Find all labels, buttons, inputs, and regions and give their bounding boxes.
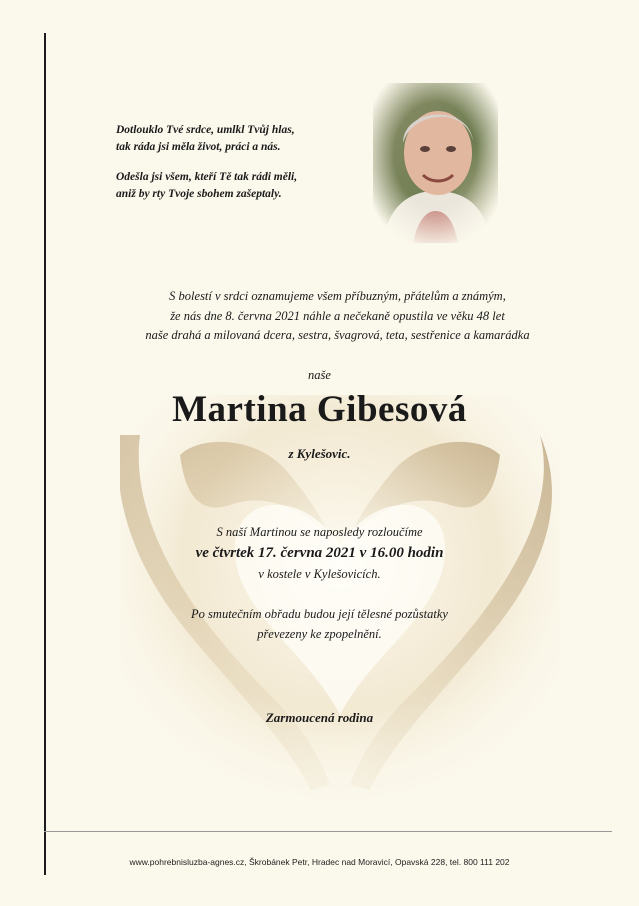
origin-text: z Kylešovic. xyxy=(288,446,351,461)
cremation-note xyxy=(0,604,639,644)
poem-line: tak ráda jsi měla život, práci a nás. xyxy=(116,141,281,153)
cremation-line: Po smutečním obřadu budou její tělesné pozůstatky xyxy=(191,607,448,621)
funeral-info xyxy=(0,522,639,585)
poem-stanza-2 xyxy=(116,169,366,203)
poem-line: Odešla jsi všem, kteří Tě tak rádi měli, xyxy=(116,171,298,183)
funeral-date: ve čtvrtek 17. června 2021 v 16.00 hodin xyxy=(195,545,444,561)
portrait-photo xyxy=(373,83,498,243)
announcement-text xyxy=(70,287,605,346)
announcement-line: naše drahá a milovaná dcera, sestra, švagrová, teta, sestřenice a kamarádka xyxy=(145,328,530,342)
deceased-name: Martina Gibesová xyxy=(172,389,467,430)
poem-line: aniž by rty Tvoje sbohem zašeptaly. xyxy=(116,188,282,200)
memorial-poem xyxy=(116,122,366,216)
family-signature: Zarmoucená rodina xyxy=(265,710,374,725)
funeral-intro: S naší Martinou se naposledy rozloučíme xyxy=(216,525,423,539)
cremation-line: převezeny ke zpopelnění. xyxy=(257,627,382,641)
poem-stanza-1 xyxy=(116,122,366,156)
poem-line: Dotlouklo Tvé srdce, umlkl Tvůj hlas, xyxy=(116,124,295,136)
bottom-divider-line xyxy=(44,831,612,832)
pre-name-text: naše xyxy=(308,368,331,382)
announcement-line: S bolestí v srdci oznamujeme všem příbuzným, přátelům a známým, xyxy=(169,289,506,303)
funeral-service-footer: www.pohrebnisluzba-agnes.cz, Škrobánek Petr, Hradec nad Moravicí, Opavská 228, tel. 800 111 202 xyxy=(129,857,510,867)
announcement-line: že nás dne 8. června 2021 náhle a nečekaně opustila ve věku 48 let xyxy=(170,308,505,323)
funeral-place: v kostele v Kylešovicích. xyxy=(258,567,381,581)
